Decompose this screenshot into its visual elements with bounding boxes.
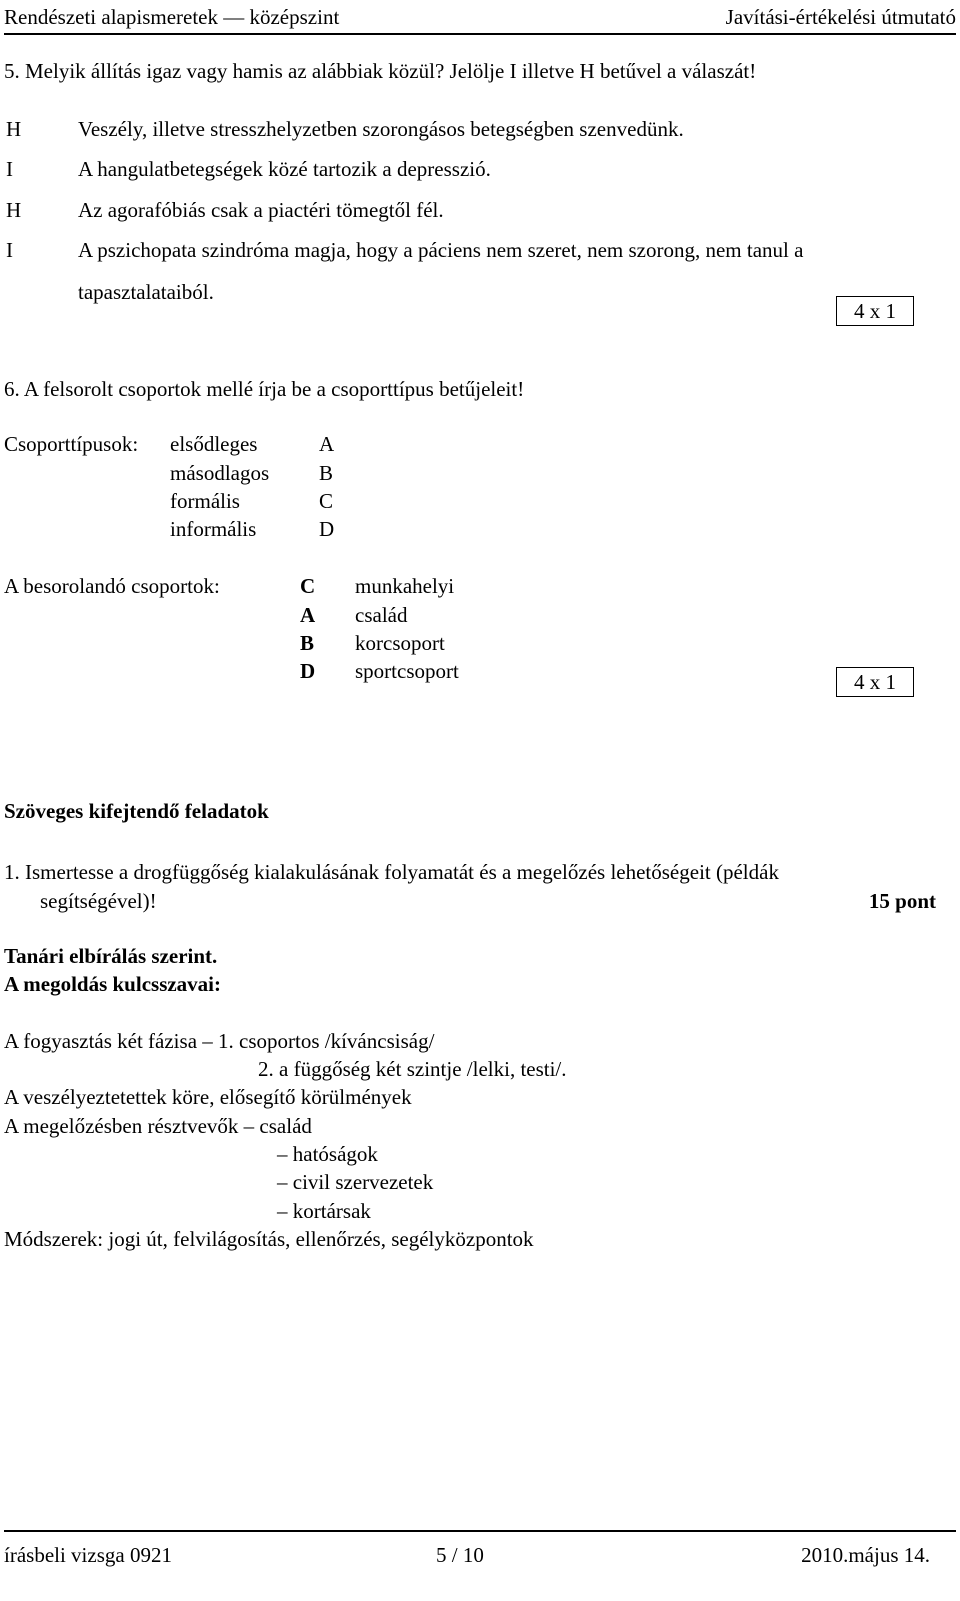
q6-score-box: 4 x 1 [836, 667, 914, 697]
essay-methods: Módszerek: jogi út, felvilágosítás, ellenőrzés, segélyközpontok [4, 1227, 534, 1251]
q6-group-letter-4: D [300, 659, 316, 683]
footer-page-number: 5 / 10 [436, 1543, 484, 1567]
q6-type-letter-2: B [319, 461, 334, 485]
q5-text-4: A pszichopata szindróma magja, hogy a páciens nem szeret, nem szorong, nem tanul a [78, 238, 804, 262]
q5-text-1: Veszély, illetve stresszhelyzetben szorongásos betegségben szenvedünk. [78, 117, 684, 141]
q6-type-name-2: másodlagos [170, 461, 270, 485]
q6-prompt: 6. A felsorolt csoportok mellé írja be a csoporttípus betűjeleit! [4, 377, 525, 401]
essay-q1-line2: segítségével)! [40, 889, 157, 913]
q5-mark-4: I [6, 238, 13, 262]
q6-group-name-3: korcsoport [355, 631, 445, 655]
essay-keys-title: A megoldás kulcsszavai: [4, 972, 222, 996]
q5-mark-2: I [6, 157, 13, 181]
footer-right: 2010.május 14. [801, 1543, 930, 1567]
q5-prompt: 5. Melyik állítás igaz vagy hamis az alábbiak közül? Jelölje I illetve H betűvel a válaszát! [4, 59, 757, 83]
header-rule [4, 33, 956, 35]
q5-text-3: Az agorafóbiás csak a piactéri tömegtől fél. [78, 198, 444, 222]
essay-prevention-item-2: – civil szervezetek [277, 1170, 434, 1194]
q5-score-box: 4 x 1 [836, 296, 914, 326]
q6-types-label: Csoporttípusok: [4, 432, 139, 456]
q6-group-letter-1: C [300, 574, 316, 598]
q5-mark-3: H [6, 198, 22, 222]
footer-left: írásbeli vizsga 0921 [4, 1543, 172, 1567]
footer-rule [4, 1530, 956, 1532]
header-left: Rendészeti alapismeretek — középszint [4, 5, 340, 29]
q6-type-name-1: elsődleges [170, 432, 258, 456]
q6-group-name-2: család [355, 603, 408, 627]
q6-type-name-3: formális [170, 489, 240, 513]
q6-group-letter-2: A [300, 603, 316, 627]
header-right: Javítási-értékelési útmutató [725, 5, 956, 29]
q6-type-letter-1: A [319, 432, 335, 456]
q6-group-letter-3: B [300, 631, 315, 655]
q6-type-letter-3: C [319, 489, 334, 513]
essay-phase-label: A fogyasztás két fázisa – 1. csoportos /kíváncsiság/ [4, 1029, 435, 1053]
essay-section-title: Szöveges kifejtendő feladatok [4, 799, 269, 823]
q6-group-name-4: sportcsoport [355, 659, 459, 683]
q5-text-4-cont: tapasztalataiból. [78, 280, 214, 304]
essay-prevention-label: A megelőzésben résztvevők – család [4, 1114, 312, 1138]
q6-type-name-4: informális [170, 517, 257, 541]
q6-group-name-1: munkahelyi [355, 574, 455, 598]
q6-type-letter-4: D [319, 517, 335, 541]
q5-text-2: A hangulatbetegségek közé tartozik a depresszió. [78, 157, 491, 181]
essay-judge: Tanári elbírálás szerint. [4, 944, 218, 968]
essay-q1-line1: 1. Ismertesse a drogfüggőség kialakulásának folyamatát és a megelőzés lehetőségeit (példák [4, 860, 779, 884]
q5-mark-1: H [6, 117, 22, 141]
essay-endangered: A veszélyeztetettek köre, elősegítő körülmények [4, 1085, 412, 1109]
essay-phase-2: 2. a függőség két szintje /lelki, testi/. [258, 1057, 567, 1081]
essay-q1-points: 15 pont [868, 889, 936, 913]
q6-groups-label: A besorolandó csoportok: [4, 574, 220, 598]
essay-prevention-item-1: – hatóságok [277, 1142, 378, 1166]
essay-prevention-item-3: – kortársak [277, 1199, 371, 1223]
